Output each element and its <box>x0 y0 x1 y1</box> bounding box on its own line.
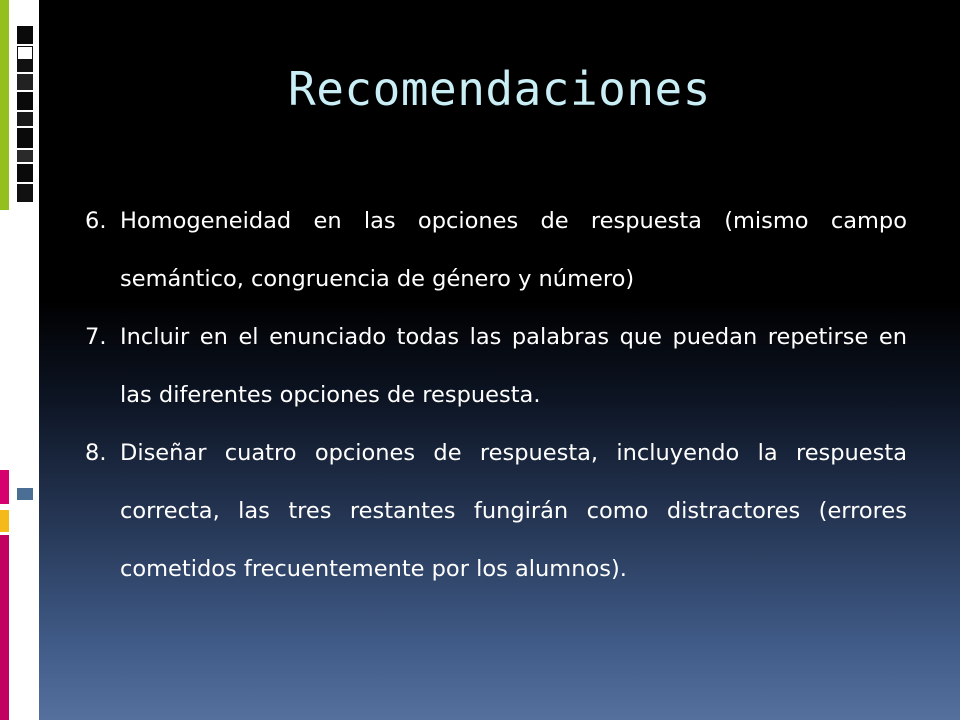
list-item <box>85 192 907 308</box>
deco-square <box>17 92 33 110</box>
slide-title: Recomendaciones <box>288 62 711 116</box>
list-item-number: 6. <box>85 208 107 234</box>
list-item <box>85 308 907 424</box>
deco-square <box>17 112 33 126</box>
list-item-number: 7. <box>85 324 107 350</box>
deco-square <box>17 60 33 72</box>
recommendation-list <box>85 192 907 598</box>
yellow-accent-bar <box>0 510 9 532</box>
deco-square <box>17 46 33 60</box>
deco-square <box>17 150 33 162</box>
list-item-text: Incluir en el enunciado todas las palabras que puedan repetirse en las diferentes opciones de respuesta. <box>120 324 907 408</box>
decorative-squares <box>17 0 39 720</box>
list-item-text: Homogeneidad en las opciones de respuesta (mismo campo semántico, congruencia de género y número) <box>120 208 907 292</box>
deco-square <box>17 128 33 148</box>
list-item <box>85 424 907 598</box>
deco-square <box>17 488 33 500</box>
magenta-accent-bar-long <box>0 535 9 720</box>
deco-square <box>17 26 33 44</box>
magenta-accent-bar <box>0 470 9 504</box>
deco-square <box>17 74 33 90</box>
list-item-number: 8. <box>85 440 107 466</box>
list-item-text: Diseñar cuatro opciones de respuesta, incluyendo la respuesta correcta, las tres restantes fungirán como distractores (errores cometidos frecuentemente por los alumnos). <box>120 440 907 582</box>
green-accent-bar <box>0 0 9 210</box>
deco-square <box>17 164 33 182</box>
deco-square <box>17 184 33 202</box>
